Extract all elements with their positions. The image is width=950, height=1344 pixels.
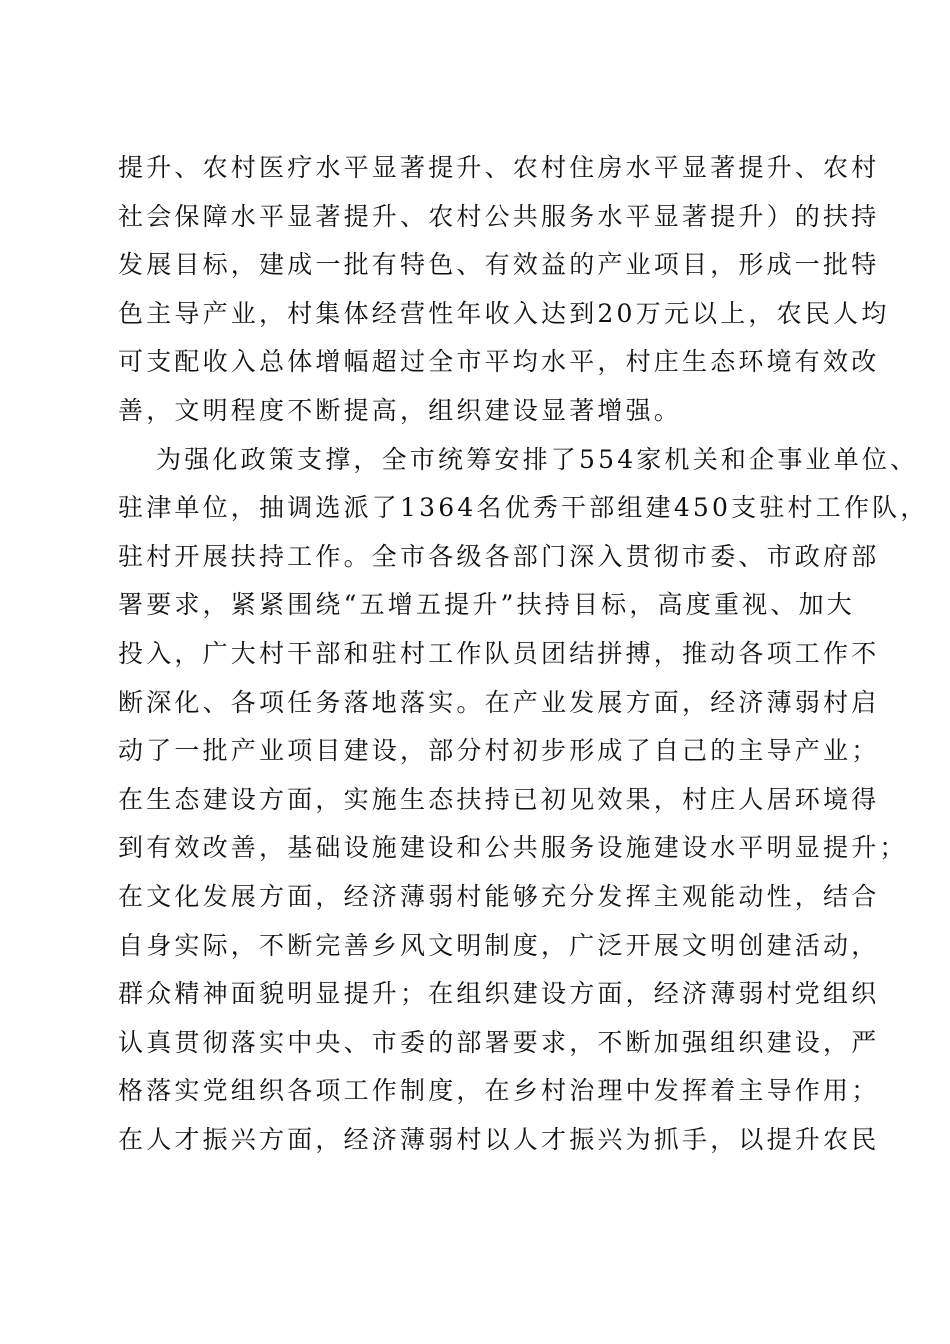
body-text <box>118 144 929 1164</box>
text-line: 色主导产业，村集体经营性年收入达到20万元以上，农民人均 <box>118 298 890 328</box>
text-line: 在文化发展方面，经济薄弱村能够充分发挥主观能动性，结合 <box>118 881 880 911</box>
text-line: 断深化、各项任务落地落实。在产业发展方面，经济薄弱村启 <box>118 687 880 717</box>
text-line: 善，文明程度不断提高，组织建设显著增强。 <box>118 395 683 425</box>
text-line: 社会保障水平显著提升、农村公共服务水平显著提升）的扶持 <box>118 201 880 231</box>
text-line: 署要求，紧紧围绕“五增五提升”扶持目标，高度重视、加大 <box>118 590 855 620</box>
text-line: 驻津单位，抽调选派了1364名优秀干部组建450支驻村工作队， <box>118 493 929 523</box>
text-line: 到有效改善，基础设施建设和公共服务设施建设水平明显提升； <box>118 833 908 863</box>
text-line: 认真贯彻落实中央、市委的部署要求，不断加强组织建设，严 <box>118 1027 880 1057</box>
text-line: 驻村开展扶持工作。全市各级各部门深入贯彻市委、市政府部 <box>118 541 880 571</box>
text-line: 发展目标，建成一批有特色、有效益的产业项目，形成一批特 <box>118 250 880 280</box>
text-line: 群众精神面貌明显提升；在组织建设方面，经济薄弱村党组织 <box>118 979 880 1009</box>
text-line: 格落实党组织各项工作制度，在乡村治理中发挥着主导作用； <box>118 1076 880 1106</box>
text-line: 可支配收入总体增幅超过全市平均水平，村庄生态环境有效改 <box>118 347 880 377</box>
text-line: 在生态建设方面，实施生态扶持已初见效果，村庄人居环境得 <box>118 784 880 814</box>
text-line: 动了一批产业项目建设，部分村初步形成了自己的主导产业； <box>118 736 880 766</box>
text-line: 提升、农村医疗水平显著提升、农村住房水平显著提升、农村 <box>118 153 880 182</box>
text-line: 自身实际，不断完善乡风文明制度，广泛开展文明创建活动， <box>118 930 880 960</box>
paragraph-start-line: 为强化政策支撑，全市统筹安排了554家机关和企事业单位、 <box>156 444 919 474</box>
text-line: 投入，广大村干部和驻村工作队员团结拼搏，推动各项工作不 <box>118 638 880 668</box>
text-line: 在人才振兴方面，经济薄弱村以人才振兴为抓手，以提升农民 <box>118 1124 880 1154</box>
